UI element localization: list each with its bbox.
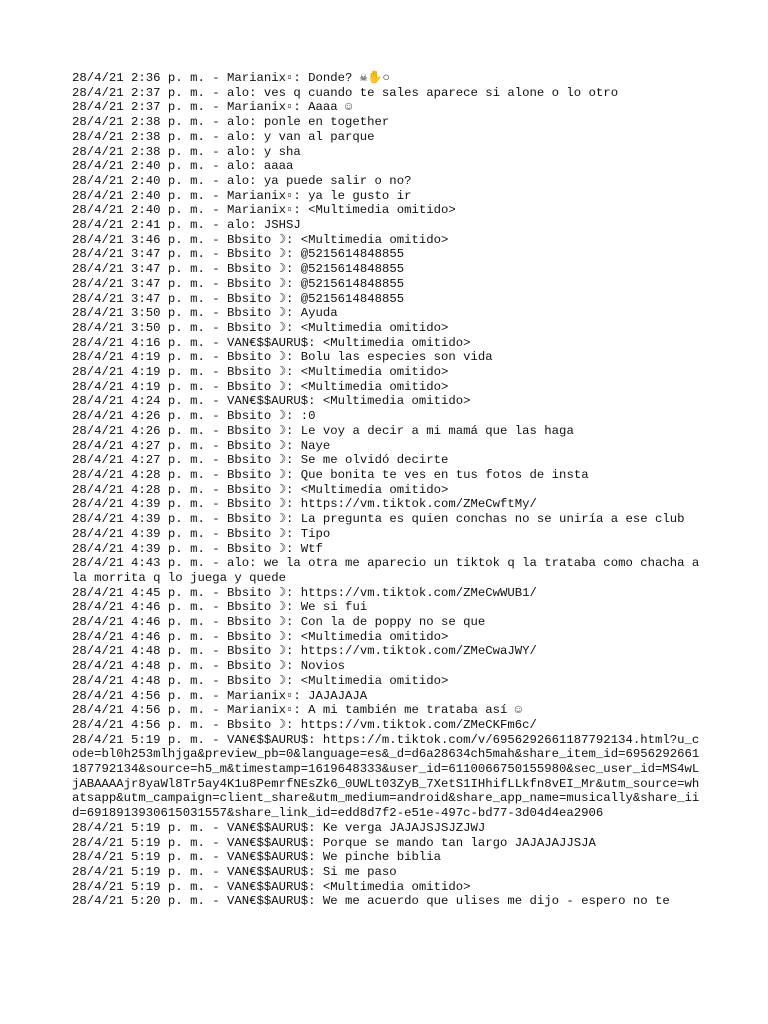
chat-line: 28/4/21 4:46 p. m. - Bbsito ☽: <Multimedia omitido>: [72, 629, 449, 644]
chat-line: 28/4/21 5:19 p. m. - VAN€$$AURU$: <Multimedia omitido>: [72, 879, 471, 894]
chat-line: 28/4/21 4:28 p. m. - Bbsito ☽: <Multimedia omitido>: [72, 482, 449, 497]
chat-line: 28/4/21 2:40 p. m. - alo: ya puede salir o no?: [72, 173, 412, 188]
chat-line: 28/4/21 4:24 p. m. - VAN€$$AURU$: <Multimedia omitido>: [72, 394, 471, 409]
chat-line: 28/4/21 2:36 p. m. - Marianix▫: Donde? ☠✋○: [72, 71, 390, 85]
chat-line: 28/4/21 5:19 p. m. - VAN€$$AURU$: Si me paso: [72, 864, 397, 879]
chat-line: 28/4/21 5:19 p. m. - VAN€$$AURU$: We pinche biblia: [72, 850, 441, 865]
chat-line: 28/4/21 4:19 p. m. - Bbsito ☽: <Multimedia omitido>: [72, 365, 449, 380]
chat-line: 28/4/21 4:27 p. m. - Bbsito ☽: Naye: [72, 438, 331, 453]
chat-line: 28/4/21 3:47 p. m. - Bbsito ☽: @5215614848855: [72, 276, 405, 291]
chat-line: 28/4/21 2:41 p. m. - alo: JSHSJ: [72, 218, 301, 233]
chat-line: 28/4/21 2:40 p. m. - Marianix▫: <Multimedia omitido>: [72, 203, 456, 218]
chat-line: 28/4/21 4:46 p. m. - Bbsito ☽: We si fui: [72, 600, 368, 615]
chat-line: 28/4/21 4:39 p. m. - Bbsito ☽: Wtf: [72, 541, 323, 556]
chat-line: 28/4/21 4:46 p. m. - Bbsito ☽: Con la de poppy no se que: [72, 615, 486, 630]
chat-line: 28/4/21 2:37 p. m. - Marianix▫: Aaaa ☺: [72, 100, 353, 115]
chat-line: 28/4/21 5:19 p. m. - VAN€$$AURU$: Ke verga JAJAJSJSJZJWJ: [72, 820, 486, 835]
chat-line: 28/4/21 4:39 p. m. - Bbsito ☽: La pregunta es quien conchas no se uniría a ese club: [72, 512, 685, 527]
chat-log: [72, 71, 707, 909]
chat-line: 28/4/21 4:56 p. m. - Bbsito ☽: https://vm.tiktok.com/ZMeCKFm6c/: [72, 717, 537, 732]
chat-line: 28/4/21 3:50 p. m. - Bbsito ☽: <Multimedia omitido>: [72, 320, 449, 335]
chat-line: 28/4/21 4:45 p. m. - Bbsito ☽: https://vm.tiktok.com/ZMeCwWUB1/: [72, 585, 537, 600]
chat-line: 28/4/21 4:16 p. m. - VAN€$$AURU$: <Multimedia omitido>: [72, 335, 471, 350]
chat-line: 28/4/21 4:56 p. m. - Marianix▫: JAJAJAJA: [72, 688, 368, 703]
chat-line: 28/4/21 4:56 p. m. - Marianix▫: A mi también me trataba así ☺: [72, 703, 523, 718]
chat-line: 28/4/21 4:19 p. m. - Bbsito ☽: Bolu las especies son vida: [72, 350, 493, 365]
chat-line: 28/4/21 5:19 p. m. - VAN€$$AURU$: Porque se mando tan largo JAJAJAJJSJA: [72, 835, 596, 850]
chat-line: 28/4/21 2:37 p. m. - alo: ves q cuando te sales aparece si alone o lo otro: [72, 85, 619, 100]
chat-line: 28/4/21 3:46 p. m. - Bbsito ☽: <Multimedia omitido>: [72, 232, 449, 247]
chat-line: 28/4/21 4:26 p. m. - Bbsito ☽: :0: [72, 409, 316, 424]
chat-line: 28/4/21 4:48 p. m. - Bbsito ☽: Novios: [72, 659, 346, 674]
chat-line: 28/4/21 4:39 p. m. - Bbsito ☽: Tipo: [72, 526, 331, 541]
chat-line: 28/4/21 5:20 p. m. - VAN€$$AURU$: We me acuerdo que ulises me dijo - espero no te: [72, 894, 670, 909]
chat-line: 28/4/21 4:26 p. m. - Bbsito ☽: Le voy a decir a mi mamá que las haga: [72, 423, 574, 438]
chat-line: 28/4/21 4:39 p. m. - Bbsito ☽: https://vm.tiktok.com/ZMeCwftMy/: [72, 497, 537, 512]
chat-line: 28/4/21 4:48 p. m. - Bbsito ☽: https://vm.tiktok.com/ZMeCwaJWY/: [72, 644, 537, 659]
chat-line: 28/4/21 2:38 p. m. - alo: y van al parque: [72, 129, 375, 144]
chat-line: 28/4/21 2:38 p. m. - alo: ponle en together: [72, 115, 390, 130]
chat-line: 28/4/21 2:38 p. m. - alo: y sha: [72, 144, 301, 159]
chat-line: 28/4/21 4:27 p. m. - Bbsito ☽: Se me olvidó decirte: [72, 453, 449, 468]
chat-line: 28/4/21 5:19 p. m. - VAN€$$AURU$: https://m.tiktok.com/v/6956292661187792134.html?u_code=bl0h253mlhjga&preview_pb=0&language=es&_d=d6a28634ch5mah&share_item_id=6956292661187792134&source=h5_m&timestamp=1619648333&user_id=6110066750155980&sec_user_id=MS4wLjABAAAAjr8yaWl8Tr5ay4K1u8PemrfNEsZk6_0UWLt03ZyB_7XetS1IHhifLLkfn8vEI_Mr&utm_source=whatsapp&utm_campaign=client_share&utm_medium=android&share_app_name=musically&share_iid=6918913930615031557&share_link_id=edd8d7f2-e51e-497c-bd77-3d04d4ea2906: [72, 732, 700, 821]
chat-line: 28/4/21 3:47 p. m. - Bbsito ☽: @5215614848855: [72, 291, 405, 306]
chat-line: 28/4/21 4:19 p. m. - Bbsito ☽: <Multimedia omitido>: [72, 379, 449, 394]
chat-line: 28/4/21 3:47 p. m. - Bbsito ☽: @5215614848855: [72, 262, 405, 277]
chat-line: 28/4/21 4:43 p. m. - alo: we la otra me aparecio un tiktok q la trataba como chacha a la morrita q lo juega y quede: [72, 556, 707, 585]
chat-line: 28/4/21 3:50 p. m. - Bbsito ☽: Ayuda: [72, 306, 338, 321]
chat-line: 28/4/21 2:40 p. m. - Marianix▫: ya le gusto ir: [72, 188, 412, 203]
chat-line: 28/4/21 4:28 p. m. - Bbsito ☽: Que bonita te ves en tus fotos de insta: [72, 467, 589, 482]
chat-line: 28/4/21 3:47 p. m. - Bbsito ☽: @5215614848855: [72, 247, 405, 262]
chat-line: 28/4/21 2:40 p. m. - alo: aaaa: [72, 159, 294, 174]
chat-line: 28/4/21 4:48 p. m. - Bbsito ☽: <Multimedia omitido>: [72, 673, 449, 688]
